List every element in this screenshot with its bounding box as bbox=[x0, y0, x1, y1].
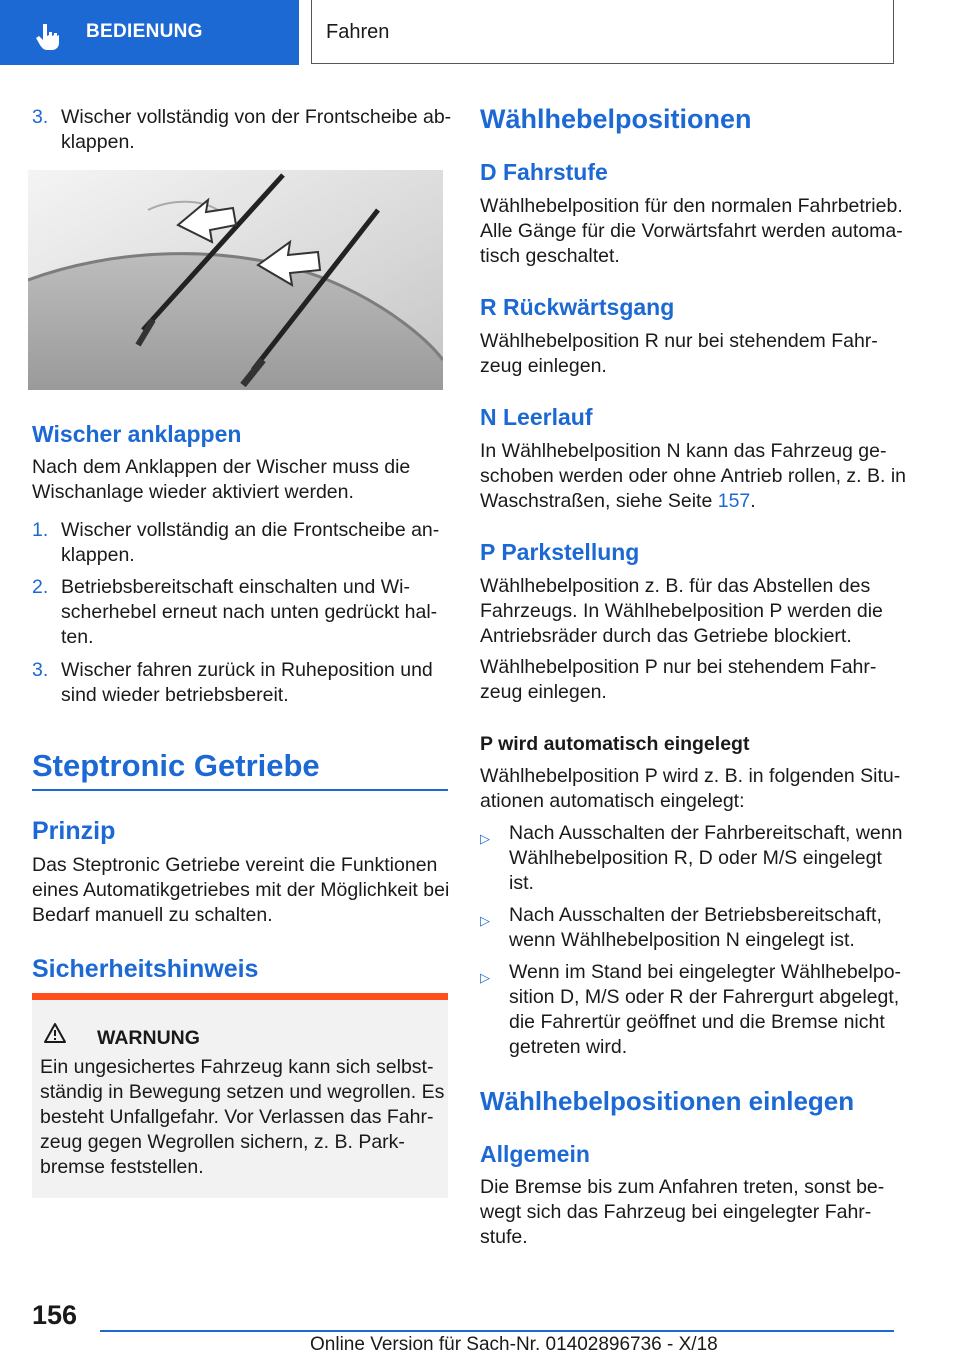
hand-pointer-icon bbox=[34, 22, 64, 52]
section-tab[interactable] bbox=[0, 0, 299, 65]
footer-rule bbox=[100, 1330, 894, 1332]
paragraph: Wählhebelposition P nur bei stehendem Fahr- zeug einlegen. bbox=[480, 656, 877, 703]
chapter-header bbox=[311, 0, 894, 64]
heading-allgemein: Allgemein bbox=[480, 1141, 590, 1167]
heading-waehlhebelpositionen: Wählhebelpositionen bbox=[480, 104, 752, 134]
warning-text: Ein ungesichertes Fahrzeug kann sich selbst- ständig in Bewegung setzen und wegrollen. Es besteht Unfallgefahr. Vor Verlassen das Fahr- zeug gegen Wegrollen sichern, z. B. Park- bremse feststellen. bbox=[40, 1056, 445, 1178]
wiper-illustration bbox=[28, 170, 443, 390]
paragraph: Wählhebelposition R nur bei stehendem Fahr- zeug einlegen. bbox=[480, 330, 878, 377]
bullet-triangle-icon: ▷ bbox=[480, 970, 490, 985]
heading-wischer-anklappen: Wischer anklappen bbox=[32, 421, 242, 447]
bullet-triangle-icon: ▷ bbox=[480, 913, 490, 928]
chapter-label: Fahren bbox=[326, 21, 390, 43]
paragraph: Wählhebelposition für den normalen Fahrbetrieb. Alle Gänge für die Vorwärtsfahrt werden automa- tisch geschaltet. bbox=[480, 195, 903, 267]
heading-d-fahrstufe: D Fahrstufe bbox=[480, 159, 608, 185]
paragraph: Wählhebelposition P wird z. B. in folgenden Situ- ationen automatisch eingelegt: bbox=[480, 765, 901, 812]
section-label: BEDIENUNG bbox=[86, 21, 203, 42]
warning-triangle-icon bbox=[43, 1022, 67, 1044]
warning-title: WARNUNG bbox=[97, 1027, 200, 1049]
heading-prinzip: Prinzip bbox=[32, 817, 116, 845]
heading-steptronic: Steptronic Getriebe bbox=[32, 748, 320, 783]
paragraph: In Wählhebelposition N kann das Fahrzeug ge- schoben werden oder ohne Antrieb rollen, z. B. in Waschstraßen, siehe Seite 157. bbox=[480, 440, 907, 512]
paragraph: Das Steptronic Getriebe vereint die Funktionen eines Automatikgetriebes mit der Möglichkeit bei Bedarf manuell zu schalten. bbox=[32, 854, 450, 926]
heading-p-parkstellung: P Parkstellung bbox=[480, 539, 640, 565]
footer-text: Online Version für Sach-Nr. 01402896736 - X/18 bbox=[310, 1334, 718, 1355]
paragraph: Die Bremse bis zum Anfahren treten, sonst be- wegt sich das Fahrzeug bei eingelegter Fahr- stufe. bbox=[480, 1176, 885, 1248]
warning-box bbox=[32, 993, 448, 1198]
heading-einlegen: Wählhebelpositionen einlegen bbox=[480, 1086, 855, 1116]
heading-r-rueckwaertsgang: R Rückwärtsgang bbox=[480, 294, 675, 320]
page-number: 156 bbox=[32, 1300, 78, 1330]
subheading-p-automatisch: P wird automatisch eingelegt bbox=[480, 733, 750, 755]
heading-sicherheitshinweis: Sicherheitshinweis bbox=[32, 955, 259, 983]
paragraph: Nach dem Anklappen der Wischer muss die Wischanlage wieder aktiviert werden. bbox=[32, 456, 411, 503]
heading-rule bbox=[32, 789, 448, 791]
heading-n-leerlauf: N Leerlauf bbox=[480, 404, 593, 430]
page-link[interactable]: 157 bbox=[717, 490, 751, 512]
bullet-triangle-icon: ▷ bbox=[480, 831, 490, 846]
paragraph: Wählhebelposition z. B. für das Abstellen des Fahrzeugs. In Wählhebelposition P werden die Antriebsräder durch das Getriebe blockiert. bbox=[480, 575, 883, 647]
